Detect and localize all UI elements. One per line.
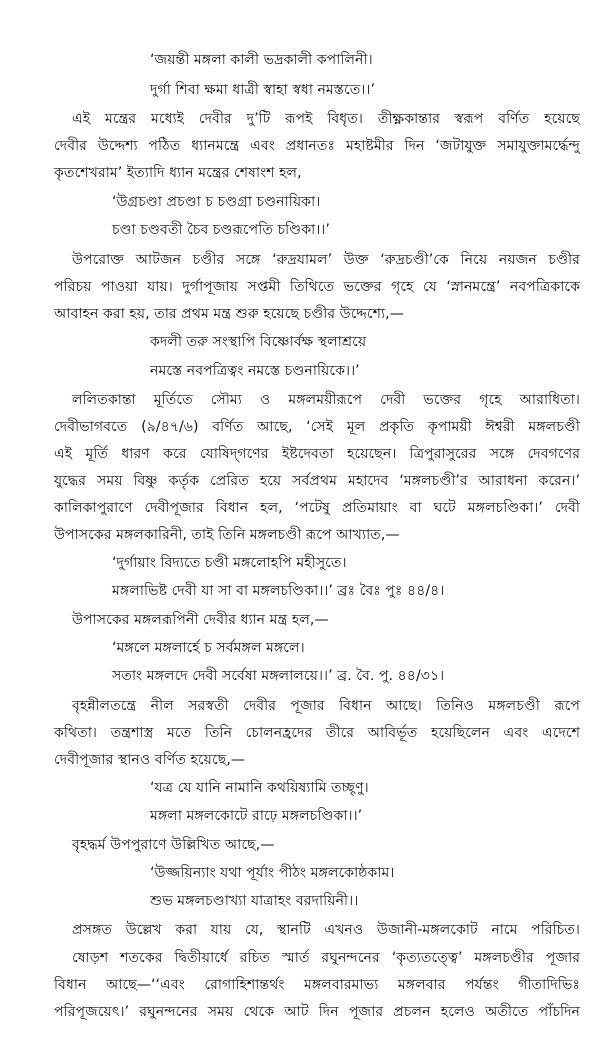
text-line: শুভ মঙ্গলচণ্ডাখ্যা যাত্রাহং বরদায়িনী।। [150, 893, 359, 909]
text-line: এই মূর্তি ধারণ করে যোষিদ্‌গণের ইষ্টদেবতা হয়েছেন। ত্রিপুরাসুরের সঙ্গে দেবগণের [54, 446, 580, 462]
text-line: কদলী তরু সংস্থাপি বিষ্ণোর্বক্ষ স্থলাশ্রয়ে [150, 334, 367, 350]
text-line: দেবীভাগবতে (৯/৪৭/৬) বর্ণিত আছে, ‘সেই মূল প্রকৃতি কৃপাময়ী ঈশ্বরী মঙ্গলচণ্ডী [54, 419, 580, 435]
text-line: কৃতশেখরাম’ ইত্যাদি ধ্যান মন্ত্রের শেষাংশ হল, [54, 165, 302, 181]
text-line: চণ্ডা চণ্ডবতী চৈব চণ্ডরূপেতি চণ্ডিকা।।’ [112, 222, 330, 238]
text-line: যুদ্ধের সময় বিষ্ণু কর্তৃক প্রেরিত হয়ে সর্বপ্রথম মহাদেব ‘মঙ্গলচণ্ডী’র আরাধনা করেন।’ [54, 473, 580, 489]
text-line: দেবীপূজার স্থানও বর্ণিত হয়েছে,— [54, 752, 246, 768]
text-line: আবাহন করা হয়, তার প্রথম মন্ত্র শুরু হয়েছে চণ্ডীর উদ্দেশ্যে,— [54, 306, 404, 322]
text-line: ষোড়শ শতকের দ্বিতীয়ার্ধে রচিত স্মার্ত রঘুনন্দনের ‘কৃত্যতত্ত্বে’ মঙ্গলচণ্ডীর পূজার [72, 950, 580, 966]
text-line: ‘জয়ন্তী মঙ্গলা কালী ভদ্রকালী কপালিনী। [150, 52, 373, 68]
text-line: দেবীর উদ্দেশ্য পঠিত ধ্যানমন্ত্রে এবং প্রধানতঃ মহাষ্টমীর দিন ‘জটাযুক্ত সমাযুক্তামর্দ্ধেন্দু [54, 138, 580, 154]
text-line: সতাং মঙ্গলদে দেবী সর্বেষা মঙ্গলালয়ে।।’ ব্র. বৈ. পু. ৪৪/৩১। [112, 668, 445, 684]
text-line: মঙ্গলাভিষ্ট দেবী যা সা বা মঙ্গলচণ্ডিকা।।’ ব্রঃ বৈঃ পুঃ ৪৪/৪। [112, 583, 445, 599]
text-line: ললিতকান্তা মূর্তিতে সৌম্য ও মঙ্গলময়ীরূপে দেবী ভক্তের গৃহে আরাধিতা। [72, 392, 580, 408]
text-line: পরিপূজয়েৎ।’ রঘুনন্দনের সময় থেকে আট দিন পূজার প্রচলন হলেও অতীতে পাঁচদিন [54, 1004, 580, 1020]
text-line: উপরোক্ত আটজন চণ্ডীর সঙ্গে ‘রুদ্রযামল’ উক্ত ‘রুদ্রচণ্ডী’কে নিয়ে নয়জন চণ্ডীর [72, 252, 580, 268]
text-line: কথিতা। তন্ত্রশাস্ত্র মতে তিনি চোলনহ্রদের তীরে আবির্ভূত হয়েছিলেন এবং এদেশে [54, 725, 580, 741]
text-line: প্রসঙ্গত উল্লেখ করা যায় যে, স্থানটি এখনও উজানী-মঙ্গলকোট নামে পরিচিত। [72, 922, 580, 938]
text-line: ‘যত্র যে যানি নামানি কথয়িষ্যামি তচ্ছৃণু। [150, 780, 369, 796]
text-line: মঙ্গলা মঙ্গলকোটে রাঢ়ে মঙ্গলচণ্ডিকা।।’ [150, 808, 363, 824]
text-line: ‘দুর্গায়াং বিদ্যতে চণ্ডী মঙ্গলোহপি মহীসুতে। [112, 555, 347, 571]
text-line: ‘উগ্রচণ্ডা প্রচণ্ডা চ চণ্ডগ্রা চণ্ডনায়িকা। [112, 194, 321, 210]
text-line: ‘উজ্জয়িন্যাং যথা পূর্যাং পীঠং মঙ্গলকোষ্ঠকাম। [150, 865, 395, 881]
text-line: উপাসকের মঙ্গলকারিনী, তাই তিনি মঙ্গলচণ্ডী রূপে আখ্যাত,— [54, 527, 400, 543]
text-line: পরিচয় পাওয়া যায়। দুর্গাপূজায় সপ্তমী তিথিতে ভক্তের গৃহে যে ‘স্নানমন্ত্রে’ নবপত্রিকাকে [54, 279, 580, 295]
text-line: এই মন্ত্রের মধ্যেই দেবীর দু’টি রূপই বিধৃত। তীক্ষ্ণকান্তার স্বরূপ বর্ণিত হয়েছে [72, 111, 580, 127]
text-line: দুর্গা শিবা ক্ষমা ধাত্রী স্বাহা স্বধা নমস্ততে।।’ [150, 82, 375, 98]
text-line: নমস্তে নবপত্রিত্বং নমস্তে চণ্ডনায়িকে।।’ [150, 363, 360, 379]
text-line: বৃহদ্ধর্ম উপপুরাণে উল্লিখিত আছে,— [72, 837, 275, 853]
text-line: বিধান আছে—‘‘এবং রোগাহিশান্তর্থং মঙ্গলবারমাভ্য মঙ্গলবার পর্যন্তং গীতাদিভিঃ [54, 977, 580, 993]
text-line: ‘মঙ্গলে মঙ্গলার্হে চ সর্বমঙ্গল মঙ্গলে। [112, 640, 305, 656]
text-line: কালিকাপুরাণে দেবীপূজার বিধান হল, ‘পটেষু প্রতিমায়াং বা ঘটে মঙ্গলচণ্ডিকা।’ দেবী [54, 500, 580, 516]
text-line: উপাসকের মঙ্গলরূপিনী দেবীর ধ্যান মন্ত্র হল,— [72, 612, 329, 628]
text-line: বৃহন্নীলতন্ত্রে নীল সরস্বতী দেবীর পূজার বিধান আছে। তিনিও মঙ্গলচণ্ডী রূপে [72, 698, 580, 714]
